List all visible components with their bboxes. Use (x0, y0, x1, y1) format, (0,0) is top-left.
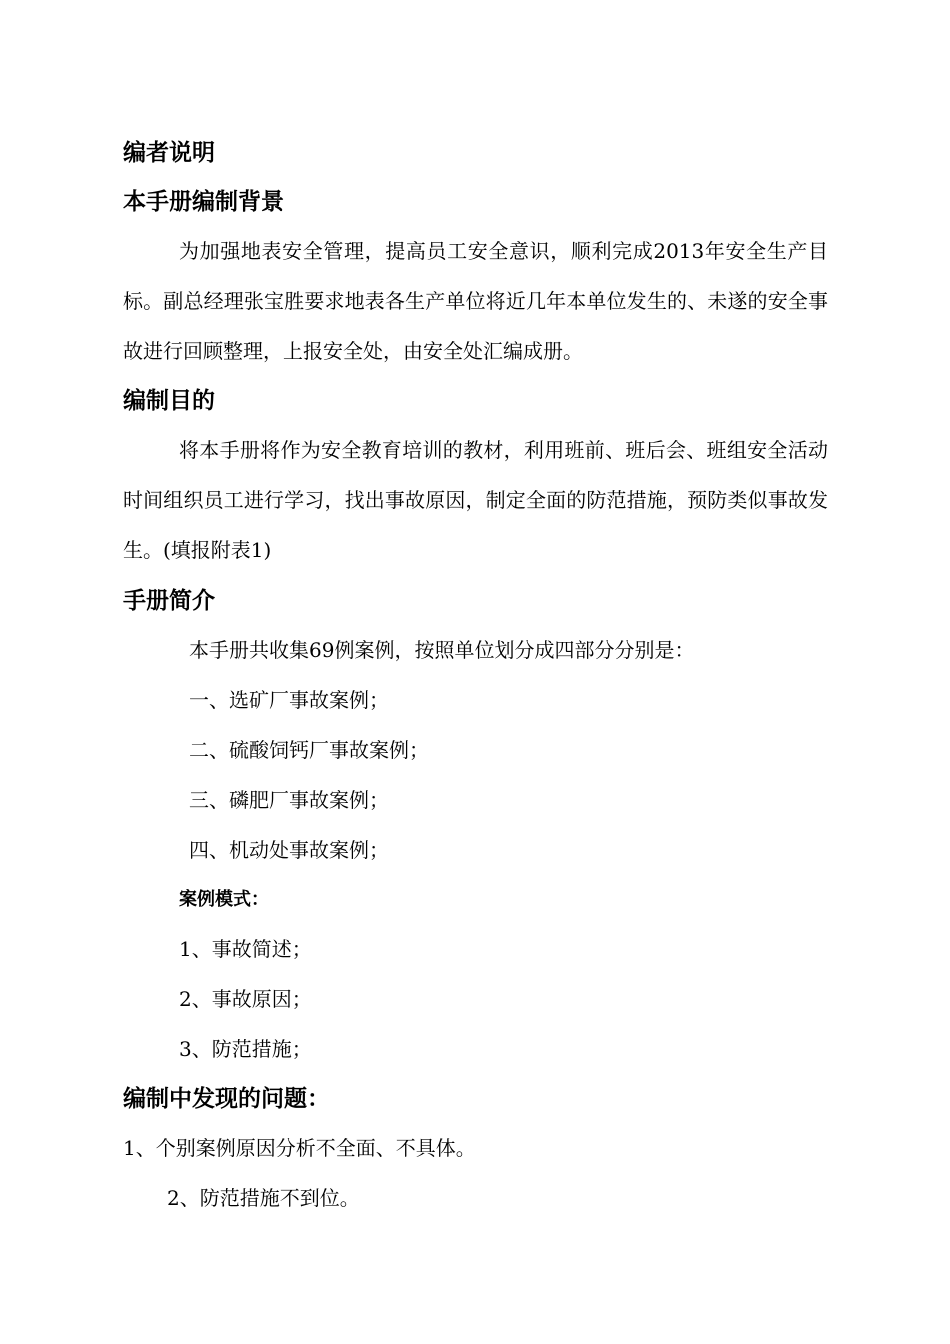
intro-part-item: 一、选矿厂事故案例； (189, 688, 389, 712)
intro-summary: 本手册共收集69例案例，按照单位划分成四部分分别是： (189, 638, 695, 662)
document-title: 编者说明 (123, 140, 215, 166)
intro-heading: 手册简介 (123, 588, 215, 614)
background-paragraph: 为加强地表安全管理，提高员工安全意识，顺利完成2013年安全生产目标。副总经理张宝胜要求地表各生产单位将近几年本单位发生的、未遂的安全事故进行回顾整理，上报安全处，由安全处汇编成册。 (123, 239, 828, 363)
case-mode-item: 2、事故原因； (179, 987, 312, 1011)
intro-part-item: 二、硫酸饲钙厂事故案例； (189, 738, 429, 762)
case-mode-heading: 案例模式： (179, 889, 269, 910)
problem-item: 1、个别案例原因分析不全面、不具体。 (123, 1136, 476, 1160)
intro-part-item: 三、磷肥厂事故案例； (189, 788, 389, 812)
intro-part-item: 四、机动处事故案例； (189, 838, 389, 862)
case-mode-item: 1、事故简述； (179, 937, 312, 961)
purpose-heading: 编制目的 (123, 388, 215, 414)
problems-heading: 编制中发现的问题： (123, 1086, 330, 1112)
purpose-paragraph: 将本手册将作为安全教育培训的教材，利用班前、班后会、班组安全活动时间组织员工进行学习，找出事故原因，制定全面的防范措施，预防类似事故发生。(填报附表1) (123, 438, 828, 562)
problem-item: 2、防范措施不到位。 (167, 1186, 360, 1210)
background-heading: 本手册编制背景 (123, 189, 284, 215)
case-mode-item: 3、防范措施； (179, 1037, 312, 1061)
